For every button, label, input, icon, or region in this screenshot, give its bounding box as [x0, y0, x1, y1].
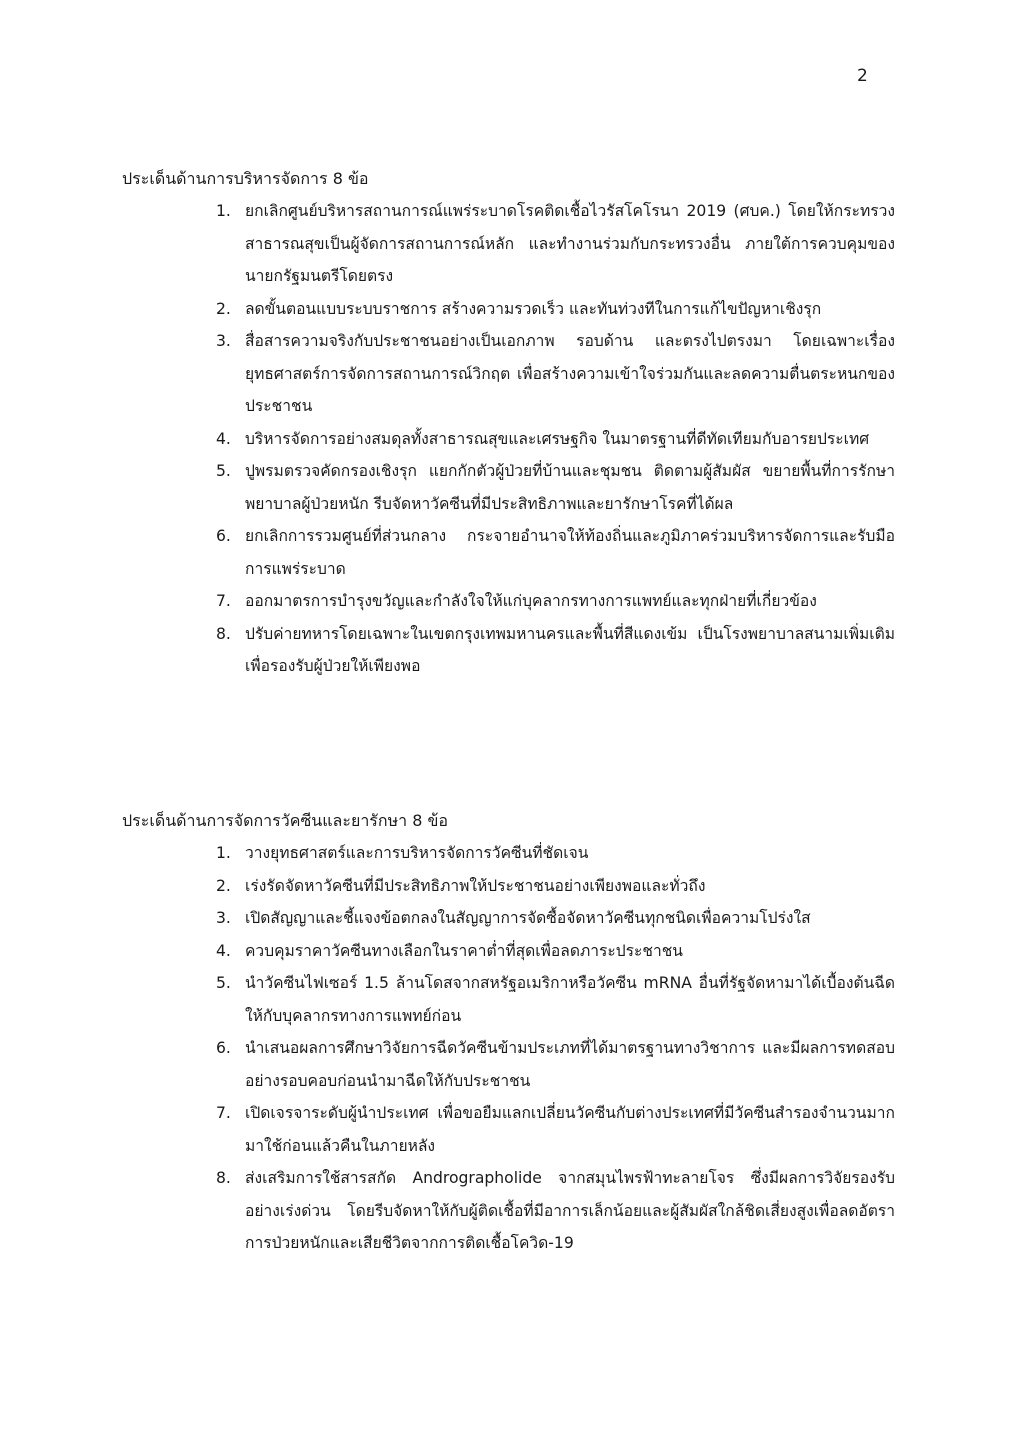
list-item	[122, 967, 895, 1032]
list-item	[122, 293, 895, 326]
item-text: ควบคุมราคาวัคซีนทางเลือกในราคาต่ำที่สุดเพื่อลดภาระประชาชน	[245, 941, 683, 960]
item-number: 3.	[216, 909, 231, 927]
page-number: 2	[857, 66, 868, 86]
numbered-list	[122, 837, 902, 1260]
list-item	[122, 585, 895, 618]
list-item	[122, 195, 895, 293]
item-number: 4.	[216, 429, 231, 448]
list-item	[122, 423, 895, 456]
list-item	[122, 520, 895, 585]
list-item	[122, 1162, 895, 1260]
item-number: 5.	[216, 462, 231, 480]
item-text: ปูพรมตรวจคัดกรองเชิงรุก แยกกักตัวผู้ป่วยที่บ้านและชุมชน ติดตามผู้สัมผัส ขยายพื้นที่การรักษาพยาบาลผู้ป่วยหนัก รีบจัดหาวัคซีนที่มีประสิทธิภาพและยารักษาโรคที่ได้ผล	[245, 462, 895, 513]
item-text: นำวัคซีนไฟเซอร์ 1.5 ล้านโดสจากสหรัฐอเมริกาหรือวัคซีน mRNA อื่นที่รัฐจัดหามาได้เบื้องต้นฉีดให้กับบุคลากรทางการแพทย์ก่อน	[245, 974, 895, 1025]
numbered-list	[122, 195, 902, 683]
item-number: 4.	[216, 941, 231, 960]
item-number: 8.	[216, 1169, 231, 1187]
item-text: สื่อสารความจริงกับประชาชนอย่างเป็นเอกภาพ รอบด้าน และตรงไปตรงมา โดยเฉพาะเรื่องยุทธศาสตร์การจัดการสถานการณ์วิกฤต เพื่อสร้างความเข้าใจร่วมกันและลดความตื่นตระหนกของประชาชน	[245, 332, 895, 415]
item-text: วางยุทธศาสตร์และการบริหารจัดการวัคซีนที่ชัดเจน	[245, 844, 589, 862]
item-text: เปิดเจรจาระดับผู้นำประเทศ เพื่อขอยืมแลกเปลี่ยนวัคซีนกับต่างประเทศที่มีวัคซีนสำรองจำนวนมากมาใช้ก่อนแล้วคืนในภายหลัง	[245, 1104, 895, 1155]
item-text: ลดขั้นตอนแบบระบบราชการ สร้างความรวดเร็ว และทันท่วงทีในการแก้ไขปัญหาเชิงรุก	[245, 299, 822, 318]
section-heading: ประเด็นด้านการบริหารจัดการ 8 ข้อ	[122, 169, 369, 188]
item-text: ส่งเสริมการใช้สารสกัด Andrographolide จากสมุนไพรฟ้าทะลายโจร ซึ่งมีผลการวิจัยรองรับอย่างเร่งด่วน โดยรีบจัดหาให้กับผู้ติดเชื้อที่มีอาการเล็กน้อยและผู้สัมผัสใกล้ชิดเสี่ยงสูงเพื่อลดอัตราการป่วยหนักและเสียชีวิตจากการติดเชื้อโควิด-19	[245, 1169, 895, 1252]
item-number: 1.	[216, 844, 231, 862]
item-number: 2.	[216, 876, 231, 895]
item-number: 7.	[216, 592, 231, 610]
section-heading: ประเด็นด้านการจัดการวัคซีนและยารักษา 8 ข้อ	[122, 811, 449, 830]
item-text: เปิดสัญญาและชี้แจงข้อตกลงในสัญญาการจัดซื้อจัดหาวัคซีนทุกชนิดเพื่อความโปร่งใส	[245, 909, 811, 927]
item-text: ออกมาตรการบำรุงขวัญและกำลังใจให้แก่บุคลากรทางการแพทย์และทุกฝ่ายที่เกี่ยวข้อง	[245, 592, 817, 610]
list-item	[122, 1097, 895, 1162]
item-number: 1.	[216, 202, 231, 220]
list-item	[122, 618, 895, 683]
item-number: 7.	[216, 1104, 231, 1122]
list-item	[122, 870, 895, 903]
section-administration	[122, 163, 902, 683]
item-text: ปรับค่ายทหารโดยเฉพาะในเขตกรุงเทพมหานครและพื้นที่สีแดงเข้ม เป็นโรงพยาบาลสนามเพิ่มเติมเพื่อรองรับผู้ป่วยให้เพียงพอ	[245, 624, 895, 675]
list-item	[122, 455, 895, 520]
item-number: 8.	[216, 624, 231, 643]
item-text: เร่งรัดจัดหาวัคซีนที่มีประสิทธิภาพให้ประชาชนอย่างเพียงพอและทั่วถึง	[245, 876, 706, 895]
list-item	[122, 902, 895, 935]
list-item	[122, 1032, 895, 1097]
list-item	[122, 325, 895, 423]
list-item	[122, 935, 895, 968]
item-text: นำเสนอผลการศึกษาวิจัยการฉีดวัคซีนข้ามประเภทที่ได้มาตรฐานทางวิชาการ และมีผลการทดสอบอย่างรอบคอบก่อนนำมาฉีดให้กับประชาชน	[245, 1039, 895, 1090]
item-number: 2.	[216, 299, 231, 318]
list-item	[122, 837, 895, 870]
item-number: 3.	[216, 332, 231, 350]
item-number: 5.	[216, 974, 231, 992]
section-vaccine-management	[122, 805, 902, 1260]
item-text: บริหารจัดการอย่างสมดุลทั้งสาธารณสุขและเศรษฐกิจ ในมาตรฐานที่ดีทัดเทียมกับอารยประเทศ	[245, 429, 870, 448]
item-text: ยกเลิกศูนย์บริหารสถานการณ์แพร่ระบาดโรคติดเชื้อไวรัสโคโรนา 2019 (ศบค.) โดยให้กระทรวงสาธารณสุขเป็นผู้จัดการสถานการณ์หลัก และทำงานร่วมกับกระทรวงอื่น ภายใต้การควบคุมของนายกรัฐมนตรีโดยตรง	[245, 202, 895, 285]
item-number: 6.	[216, 527, 231, 545]
item-text: ยกเลิกการรวมศูนย์ที่ส่วนกลาง กระจายอำนาจให้ท้องถิ่นและภูมิภาคร่วมบริหารจัดการและรับมือการแพร่ระบาด	[245, 527, 895, 578]
item-number: 6.	[216, 1039, 231, 1057]
